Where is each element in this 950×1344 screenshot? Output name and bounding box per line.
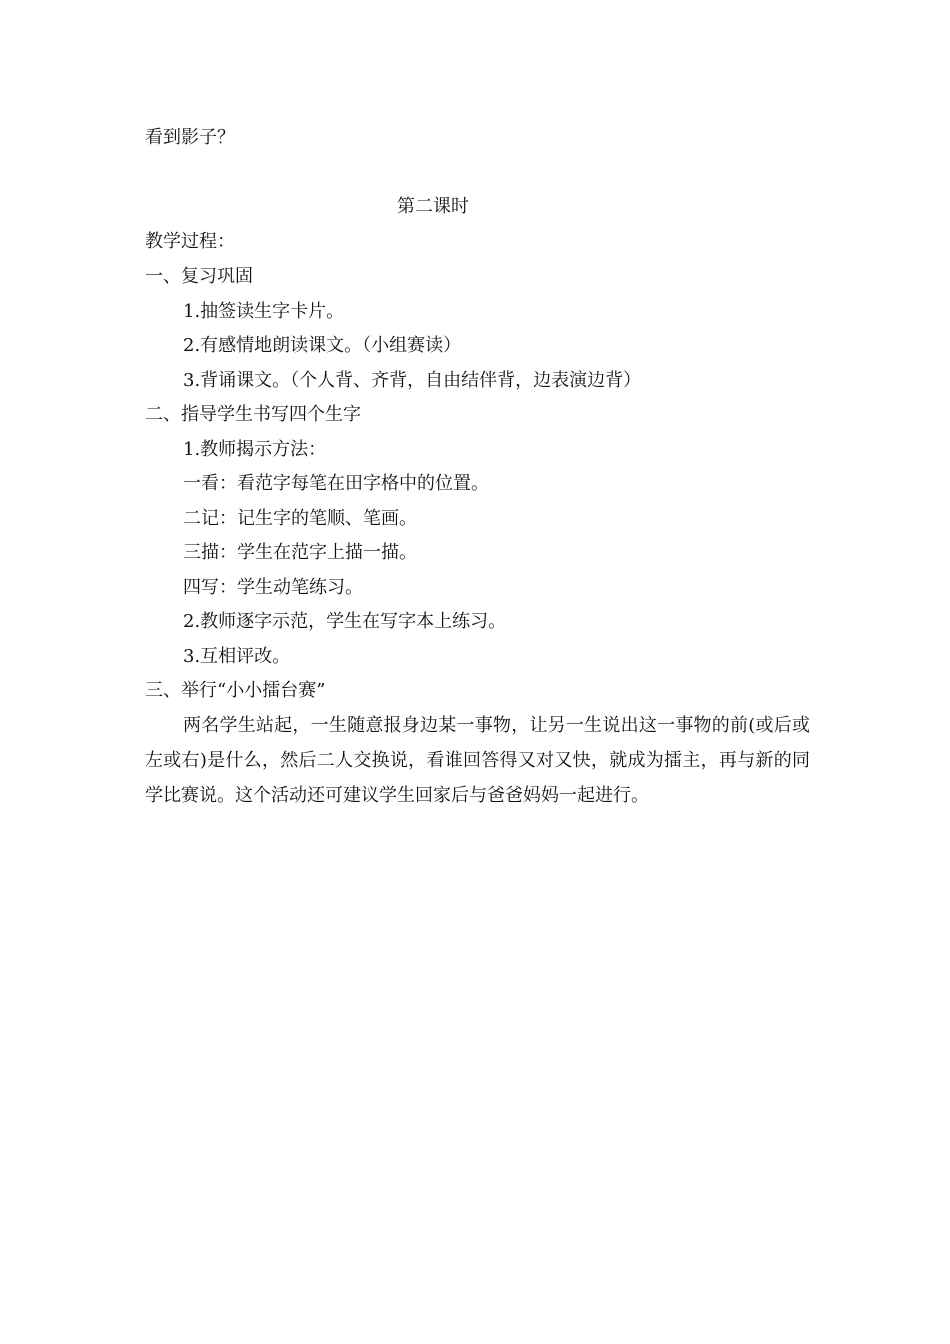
method-step: 四写：学生动笔练习。 bbox=[183, 577, 363, 598]
section-2-item: 3.互相评改。 bbox=[183, 646, 291, 667]
section-1-item: 1.抽签读生字卡片。 bbox=[183, 301, 345, 322]
section-3-heading: 三、举行“小小擂台赛” bbox=[145, 680, 326, 701]
section-2-heading: 二、指导学生书写四个生字 bbox=[145, 404, 361, 425]
method-step: 一看：看范字每笔在田字格中的位置。 bbox=[183, 473, 489, 494]
carryover-text: 看到影子？ bbox=[145, 127, 235, 148]
section-2-item: 2.教师逐字示范，学生在写字本上练习。 bbox=[183, 611, 507, 632]
section-1-heading: 一、复习巩固 bbox=[145, 266, 253, 287]
process-heading: 教学过程： bbox=[145, 231, 235, 252]
method-step: 二记：记生字的笔顺、笔画。 bbox=[183, 508, 417, 529]
method-step: 三描：学生在范字上描一描。 bbox=[183, 542, 417, 563]
section-1-item: 3.背诵课文。（个人背、齐背，自由结伴背，边表演边背） bbox=[183, 370, 642, 391]
method-intro: 1.教师揭示方法： bbox=[183, 439, 327, 460]
activity-paragraph: 两名学生站起，一生随意报身边某一事物，让另一生说出这一事物的前(或后或左或右)是什么，然后二人交换说，看谁回答得又对又快，就成为擂主，再与新的同学比赛说。这个活动还可建议学生回家后与爸爸妈妈一起进行。 bbox=[145, 715, 810, 806]
lesson-title: 第二课时 bbox=[397, 196, 469, 217]
section-1-item: 2.有感情地朗读课文。（小组赛读） bbox=[183, 335, 462, 356]
